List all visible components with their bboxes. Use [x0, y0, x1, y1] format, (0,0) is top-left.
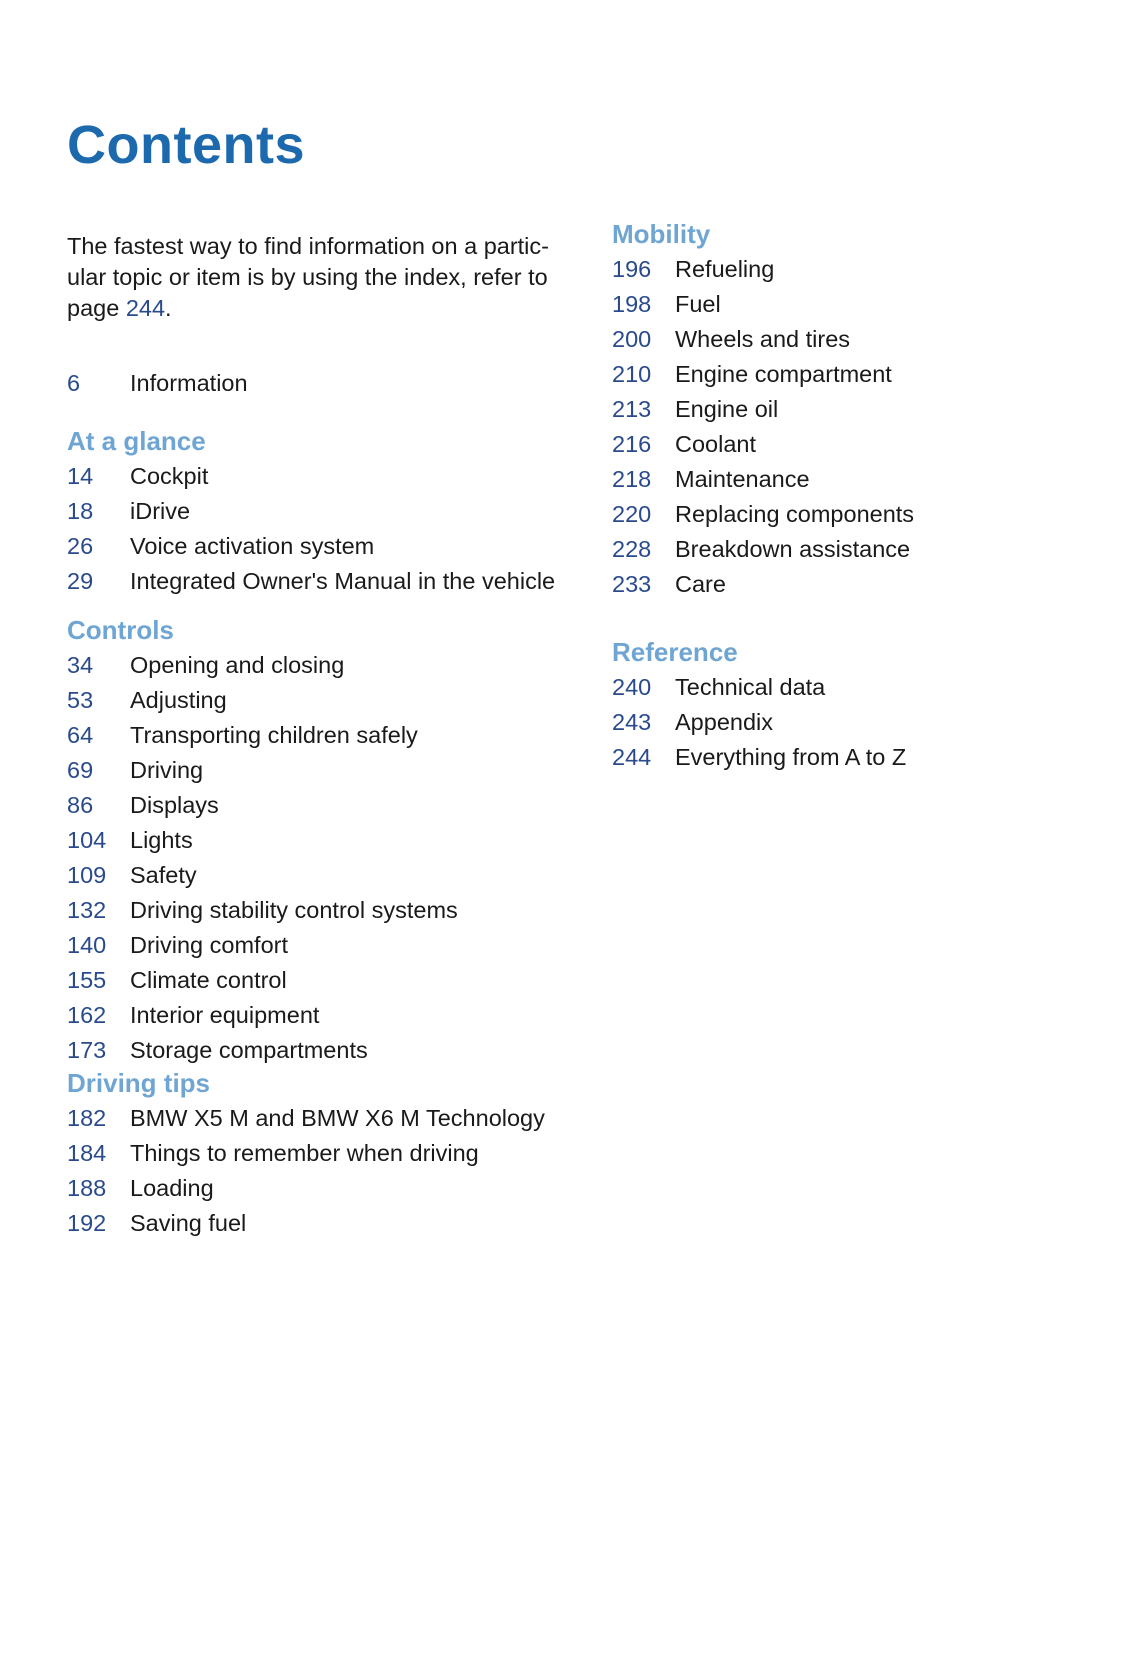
toc-entry[interactable]: [612, 252, 1092, 287]
entry-label: Climate control: [130, 967, 287, 993]
page-number: 69: [67, 757, 94, 783]
entry-label: Replacing components: [675, 501, 915, 527]
entry-label: iDrive: [130, 498, 191, 524]
toc-entry[interactable]: [67, 1136, 587, 1171]
entry-label: Transporting children safely: [130, 722, 418, 748]
entry-label: Voice activation system: [130, 533, 375, 559]
toc-entry[interactable]: [612, 427, 1092, 462]
entry-label: Interior equipment: [130, 1002, 320, 1028]
page-number: 244: [612, 744, 652, 770]
page-number: 26: [67, 533, 94, 559]
entry-label: Cockpit: [130, 463, 209, 489]
entry-label: Appendix: [675, 709, 773, 735]
page-number: 198: [612, 291, 652, 317]
intro-line-3-prefix: page: [67, 295, 126, 321]
toc-entry[interactable]: [67, 1033, 587, 1068]
entry-label: Opening and closing: [130, 652, 345, 678]
toc-entry[interactable]: [67, 858, 587, 893]
entry-label: Maintenance: [675, 466, 810, 492]
page-number: 155: [67, 967, 107, 993]
info-entry-block: [67, 366, 587, 401]
toc-entry[interactable]: [612, 357, 1092, 392]
page-number: 188: [67, 1175, 107, 1201]
toc-entry[interactable]: [67, 564, 587, 599]
entry-label: Displays: [130, 792, 219, 818]
section-at-a-glance: [67, 426, 587, 599]
page-number: 86: [67, 792, 94, 818]
entry-label: Care: [675, 571, 726, 597]
page-number: 109: [67, 862, 107, 888]
page-number: 29: [67, 568, 94, 594]
entry-label: Fuel: [675, 291, 721, 317]
toc-entry[interactable]: [67, 788, 587, 823]
page-number: 184: [67, 1140, 107, 1166]
section-heading[interactable]: At a glance: [67, 426, 206, 456]
section-heading[interactable]: Driving tips: [67, 1068, 211, 1098]
toc-entry[interactable]: [612, 670, 1092, 705]
page-number: 162: [67, 1002, 107, 1028]
toc-entry[interactable]: [612, 392, 1092, 427]
page-number: 243: [612, 709, 652, 735]
toc-entry[interactable]: [67, 1206, 587, 1241]
intro-page-link[interactable]: 244: [125, 295, 166, 321]
toc-entry[interactable]: [67, 893, 587, 928]
page-number: 218: [612, 466, 652, 492]
entry-label: Wheels and tires: [675, 326, 851, 352]
page-number: 240: [612, 674, 652, 700]
page-number: 210: [612, 361, 652, 387]
page-number: 132: [67, 897, 107, 923]
page-number: 196: [612, 256, 652, 282]
page-number: 34: [67, 652, 94, 678]
toc-entry[interactable]: [67, 718, 587, 753]
entry-label: Driving stability control systems: [130, 897, 458, 923]
entry-label: Driving: [130, 757, 204, 783]
toc-entry[interactable]: [612, 497, 1092, 532]
page-number: 64: [67, 722, 94, 748]
entry-label: Lights: [130, 827, 193, 853]
toc-entry[interactable]: [67, 753, 587, 788]
page-number: 228: [612, 536, 652, 562]
entry-label: Loading: [130, 1175, 214, 1201]
page-number: 18: [67, 498, 94, 524]
intro-line-2: ular topic or item is by using the index, refer to: [67, 264, 548, 290]
entry-label: Safety: [130, 862, 197, 888]
toc-entry[interactable]: [67, 683, 587, 718]
section-heading[interactable]: Reference: [612, 637, 738, 667]
section-mobility: [612, 219, 1092, 602]
entry-label: Things to remember when driving: [130, 1140, 479, 1166]
section-heading[interactable]: Controls: [67, 615, 174, 645]
toc-entry[interactable]: [612, 740, 1092, 775]
page-number: 104: [67, 827, 107, 853]
toc-entry[interactable]: [612, 532, 1092, 567]
section-heading[interactable]: Mobility: [612, 219, 711, 249]
entry-label: Engine oil: [675, 396, 779, 422]
page-number: 192: [67, 1210, 107, 1236]
toc-entry[interactable]: [67, 998, 587, 1033]
toc-entry[interactable]: [67, 1171, 587, 1206]
section-driving-tips: [67, 1068, 587, 1241]
entry-label: Information: [130, 370, 248, 396]
toc-entry[interactable]: [67, 823, 587, 858]
page-number: 200: [612, 326, 652, 352]
page-number: 173: [67, 1037, 107, 1063]
toc-entry[interactable]: [612, 705, 1092, 740]
page-number: 220: [612, 501, 652, 527]
toc-entry[interactable]: [67, 494, 587, 529]
page-number: 213: [612, 396, 652, 422]
section-reference: [612, 637, 1092, 775]
page-number: 140: [67, 932, 107, 958]
entry-label: Integrated Owner's Manual in the vehicle: [130, 568, 556, 594]
entry-label: Coolant: [675, 431, 756, 457]
entry-label: Engine compartment: [675, 361, 892, 387]
entry-label: BMW X5 M and BMW X6 M Technology: [130, 1105, 545, 1131]
intro-line-3-suffix: .: [165, 295, 172, 321]
toc-entry[interactable]: [67, 928, 587, 963]
section-controls: [67, 615, 587, 1068]
page-number: 233: [612, 571, 652, 597]
page-title: Contents: [67, 115, 305, 175]
entry-label: Refueling: [675, 256, 775, 282]
toc-entry[interactable]: [67, 459, 587, 494]
toc-entry[interactable]: [612, 322, 1092, 357]
entry-label: Adjusting: [130, 687, 227, 713]
entry-label: Everything from A to Z: [675, 744, 907, 770]
entry-label: Breakdown assistance: [675, 536, 911, 562]
page-number: 14: [67, 463, 94, 489]
intro-paragraph: [67, 231, 587, 324]
toc-entry-information[interactable]: [67, 366, 587, 401]
page-number: 216: [612, 431, 652, 457]
entry-label: Saving fuel: [130, 1210, 247, 1236]
page-number: 53: [67, 687, 94, 713]
toc-entry[interactable]: [67, 963, 587, 998]
intro-line-1: The fastest way to find information on a partic-: [67, 233, 549, 259]
page-number: 182: [67, 1105, 107, 1131]
page-number: 6: [67, 370, 81, 396]
entry-label: Driving comfort: [130, 932, 289, 958]
toc-entry[interactable]: [612, 567, 1092, 602]
toc-entry[interactable]: [612, 287, 1092, 322]
toc-entry[interactable]: [612, 462, 1092, 497]
entry-label: Storage compartments: [130, 1037, 368, 1063]
toc-entry[interactable]: [67, 1101, 587, 1136]
toc-entry[interactable]: [67, 648, 587, 683]
entry-label: Technical data: [675, 674, 826, 700]
toc-entry[interactable]: [67, 529, 587, 564]
